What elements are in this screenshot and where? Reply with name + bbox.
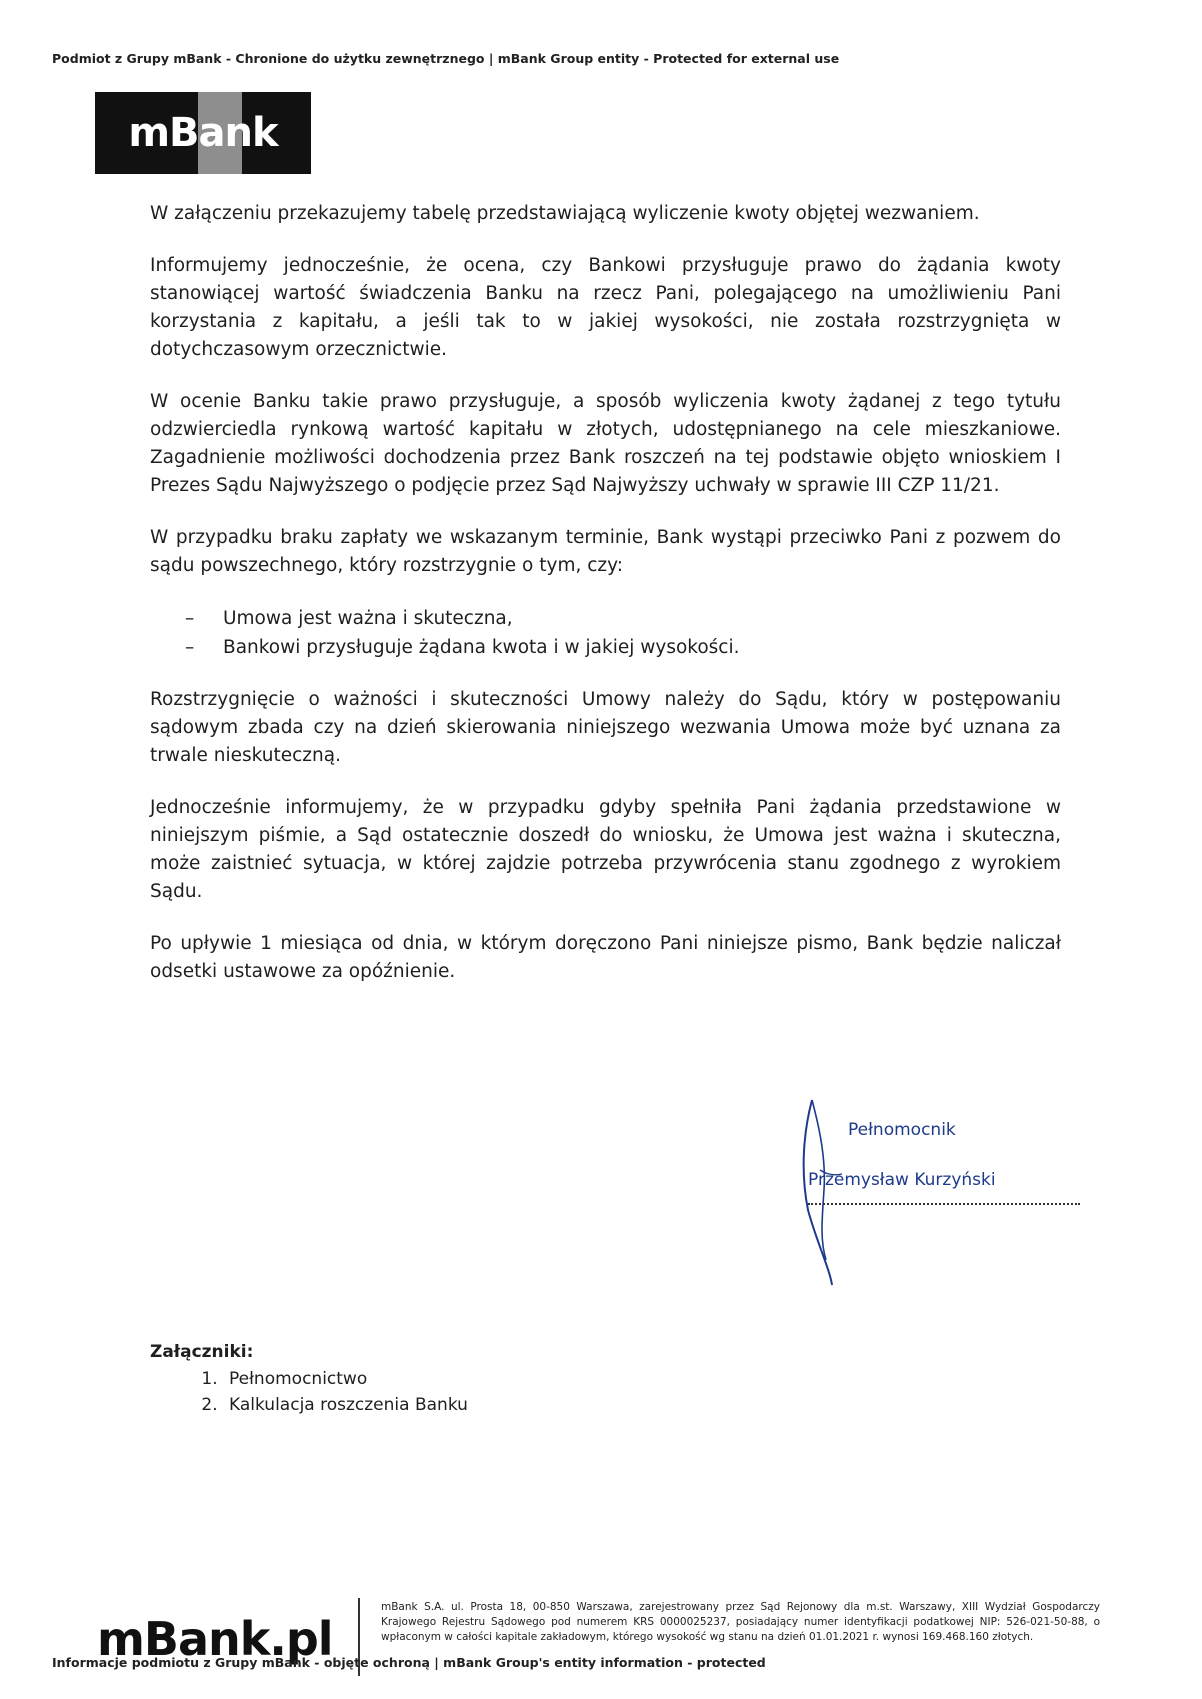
paragraph-restoration: Jednocześnie informujemy, że w przypadku gdyby spełniła Pani żądania przedstawione w niniejszym piśmie, a Sąd ostatecznie doszedł do wniosku, że Umowa jest ważna i skuteczna, może zaistnieć sytuacja, w której zajdzie potrzeba przywrócenia stanu zgodnego z wyrokiem Sądu. [150, 797, 1061, 902]
list-item: – Umowa jest ważna i skuteczna, [150, 604, 1061, 633]
paragraph-bank-opinion: W ocenie Banku takie prawo przysługuje, a sposób wyliczenia kwoty żądanej z tego tytułu odzwierciedla rynkową wartość kapitału w złotych, udostępnianego na cele mieszkaniowe. Zagadnienie możliwości dochodzenia przez Bank roszczeń na tej podstawie objęto wnioskiem I Prezes Sądu Najwyższego o podjęcie przez Sąd Najwyższy uchwały w sprawie III CZP 11/21. [150, 391, 1061, 496]
list-item: 1. Pełnomocnictwo [223, 1366, 468, 1392]
footer-legal-text: mBank S.A. ul. Prosta 18, 00-850 Warszawa, zarejestrowany przez Sąd Rejonowy dla m.st. Warszawy, XIII Wydział Gospodarczy Krajowego Rejestru Sądowego pod numerem KRS 0000025237, posiadający numer identyfikacji podatkowej NIP: 526-021-50-88, o wpłaconym w całości kapitale zakładowym, którego wysokość wg stanu na dzień 01.01.2021 r. wynosi 169.468.160 złotych. [381, 1601, 1100, 1643]
signature-line [808, 1203, 1080, 1205]
attachments-list [150, 1366, 468, 1418]
list-item: – Bankowi przysługuje żądana kwota i w jakiej wysokości. [150, 633, 1061, 662]
mbank-logo [95, 92, 311, 174]
lawsuit-points [150, 604, 1061, 662]
letter-body [150, 200, 1061, 1010]
signatory-role: Pełnomocnik [848, 1120, 956, 1140]
paragraph-attachment-note: W załączeniu przekazujemy tabelę przedstawiającą wyliczenie kwoty objętej wezwaniem. [150, 203, 980, 224]
footer-logo: mBank.pl [97, 1612, 333, 1666]
classification-label: Podmiot z Grupy mBank - Chronione do użytku zewnętrznego | mBank Group entity - Protected for external use [52, 51, 840, 66]
paragraph-court-decision: Rozstrzygnięcie o ważności i skuteczności Umowy należy do Sądu, który w postępowaniu sądowym zbada czy na dzień skierowania niniejszego wezwania Umowa może być uznana za trwale nieskuteczną. [150, 689, 1061, 766]
footer-protected-label: Informacje podmiotu z Grupy mBank - objęte ochroną | mBank Group's entity information - protected [52, 1655, 766, 1670]
paragraph-lawsuit: W przypadku braku zapłaty we wskazanym terminie, Bank wystąpi przeciwko Pani z pozwem do sądu powszechnego, który rozstrzygnie o tym, czy: [150, 527, 1061, 576]
dash-marker: – [185, 637, 195, 658]
list-item: 2. Kalkulacja roszczenia Banku [223, 1392, 468, 1418]
dash-marker: – [185, 608, 195, 629]
attachments-section [150, 1342, 468, 1418]
paragraph-assessment: Informujemy jednocześnie, że ocena, czy Bankowi przysługuje prawo do żądania kwoty stanowiącej wartość świadczenia Banku na rzecz Pani, polegającego na umożliwieniu Pani korzystania z kapitału, a jeśli tak to w jakiej wysokości, nie została rozstrzygnięta w dotychczasowym orzecznictwie. [150, 255, 1061, 360]
signatory-name: Przemysław Kurzyński [808, 1170, 996, 1190]
signature-block [790, 1090, 1080, 1290]
paragraph-interest: Po upływie 1 miesiąca od dnia, w którym doręczono Pani niniejsze pismo, Bank będzie naliczał odsetki ustawowe za opóźnienie. [150, 933, 1061, 982]
attachments-title: Załączniki: [150, 1342, 254, 1362]
logo-text: mBank [128, 110, 278, 156]
